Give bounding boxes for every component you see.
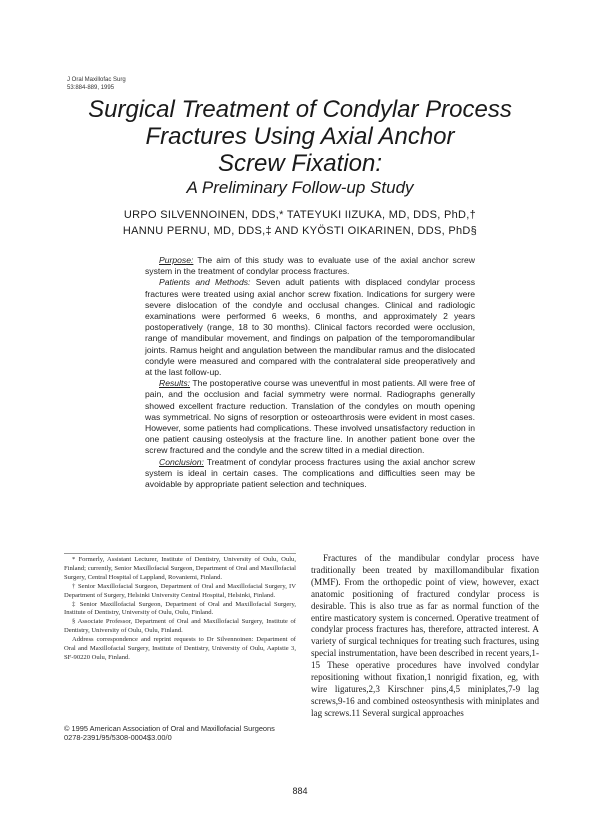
footnote: † Senior Maxillofacial Surgeon, Department of Oral and Maxillofacial Surgery, IV Department of Surgery, Helsinki University Central Hospital, Helsinki, Finland. bbox=[64, 582, 296, 599]
article-subtitle: A Preliminary Follow-up Study bbox=[186, 178, 414, 197]
body-paragraph: Fractures of the mandibular condylar process have traditionally been treated by maxillomandibular fixation (MMF). From the orthopedic point of view, however, exact anatomic positioning of fractured condylar process is desirable. This is also true as far as normal function of the entire masticatory system is concerned. Operative treatment of condylar process fractures has, therefore, attracted interest. A variety of surgical techniques for treating such fractures, using special instrumentation, have been described in recent years,1-15 These operative procedures have involved condylar repositioning without fixation,1 nonrigid fixation, eg, with wire ligatures,2,3 Kirschner pins,4,5 miniplates,7-9 lag screws,9-16 and combined osteosynthesis with miniplates and lag screws.11 Several surgical approaches bbox=[311, 553, 540, 718]
results-text: The postoperative course was uneventful in most patients. All were free of pain, and the occlusion and facial symmetry were normal. Radiographs generally showed excellent fracture reduction. Translation of the condyles on mouth opening was symmetrical. No signs of resorption or osteoarthrosis were evident in most cases. However, some patients had complications. These involved unsatisfactory reduction in one patient causing osteolysis at the fracture line. In another patient bone over the screw fractured and the condyle and the screw tilted in a medial direction. bbox=[145, 378, 475, 456]
title-line: Fractures Using Axial Anchor bbox=[145, 123, 455, 150]
title-line: Surgical Treatment of Condylar Process bbox=[88, 96, 512, 123]
methods-text: Seven adult patients with displaced condylar process fractures were treated using axial anchor screw fixation. Indications for surgery were severe dislocation of the condyle and occlusal changes. Clinical and radiologic examinations were performed 6 weeks, 6 months, and approximately 2 years postoperatively (range, 18 to 30 months). Clinical factors recorded were occlusion, range of mandibular movement, and findings on palpation of the temporomandibular joints. Ramus height and angulation between the mandibular ramus and the dislocated condyle were measured and compared with the contralateral side preoperatively and at the last follow-up. bbox=[145, 277, 475, 378]
page-number: 884 bbox=[292, 786, 308, 796]
footnote: § Associate Professor, Department of Oral and Maxillofacial Surgery, Institute of Dentistry, University of Oulu, Oulu, Finland. bbox=[64, 618, 296, 635]
article-title bbox=[0, 96, 600, 177]
body-column bbox=[311, 553, 539, 720]
author-line: HANNU PERNU, MD, DDS,‡ AND KYÖSTI OIKARINEN, DDS, PhD§ bbox=[122, 225, 478, 237]
author-footnotes bbox=[64, 556, 296, 663]
footnote: Address correspondence and reprint requests to Dr Silvennoinen: Department of Oral and Maxillofacial Surgery, Institute of Dentistry, University of Oulu, Aapistie 3, SF-90220 Oulu, Finland. bbox=[64, 636, 296, 661]
footnote: * Formerly, Assistant Lecturer, Institute of Dentistry, University of Oulu, Oulu, Finland; currently, Senior Maxillofacial Surgeon, Department of Oral and Maxillofacial Surgery, Central Hospital of Lappland, Rovaniemi, Finland. bbox=[64, 556, 296, 581]
abstract-purpose bbox=[145, 255, 475, 277]
methods-label: Patients and Methods: bbox=[159, 277, 251, 288]
conclusion-label: Conclusion: bbox=[159, 456, 204, 467]
purpose-text: The aim of this study was to evaluate use of the axial anchor screw system in the treatment of condylar process fractures. bbox=[145, 255, 475, 277]
title-line: Screw Fixation: bbox=[217, 150, 383, 177]
results-label: Results: bbox=[159, 378, 191, 389]
author-list bbox=[0, 207, 600, 239]
purpose-label: Purpose: bbox=[159, 255, 194, 265]
abstract-results bbox=[145, 378, 475, 456]
abstract-methods bbox=[145, 277, 475, 378]
abstract bbox=[145, 255, 475, 490]
footnote-divider bbox=[64, 553, 296, 554]
footnote: ‡ Senior Maxillofacial Surgeon, Department of Oral and Maxillofacial Surgery, Institute of Dentistry, University of Oulu, Oulu, Finland. bbox=[64, 600, 296, 617]
conclusion-text: Treatment of condylar process fractures using the axial anchor screw system is ideal in certain cases. The complications and difficulties seen may be avoidable by appropriate patient selection and techniques. bbox=[145, 456, 475, 490]
journal-name: J Oral Maxillofac Surg bbox=[67, 77, 126, 83]
journal-volume-pages: 53:884-889, 1995 bbox=[67, 84, 115, 91]
copyright-line: © 1995 American Association of Oral and Maxillofacial Surgeons bbox=[64, 724, 275, 733]
journal-citation bbox=[67, 77, 126, 92]
author-line: URPO SILVENNOINEN, DDS,* TATEYUKI IIZUKA, MD, DDS, PhD,† bbox=[123, 209, 477, 221]
copyright-block bbox=[64, 724, 296, 742]
issn-line: 0278-2391/95/5308-0004$3.00/0 bbox=[64, 733, 172, 742]
abstract-conclusion bbox=[145, 457, 475, 491]
